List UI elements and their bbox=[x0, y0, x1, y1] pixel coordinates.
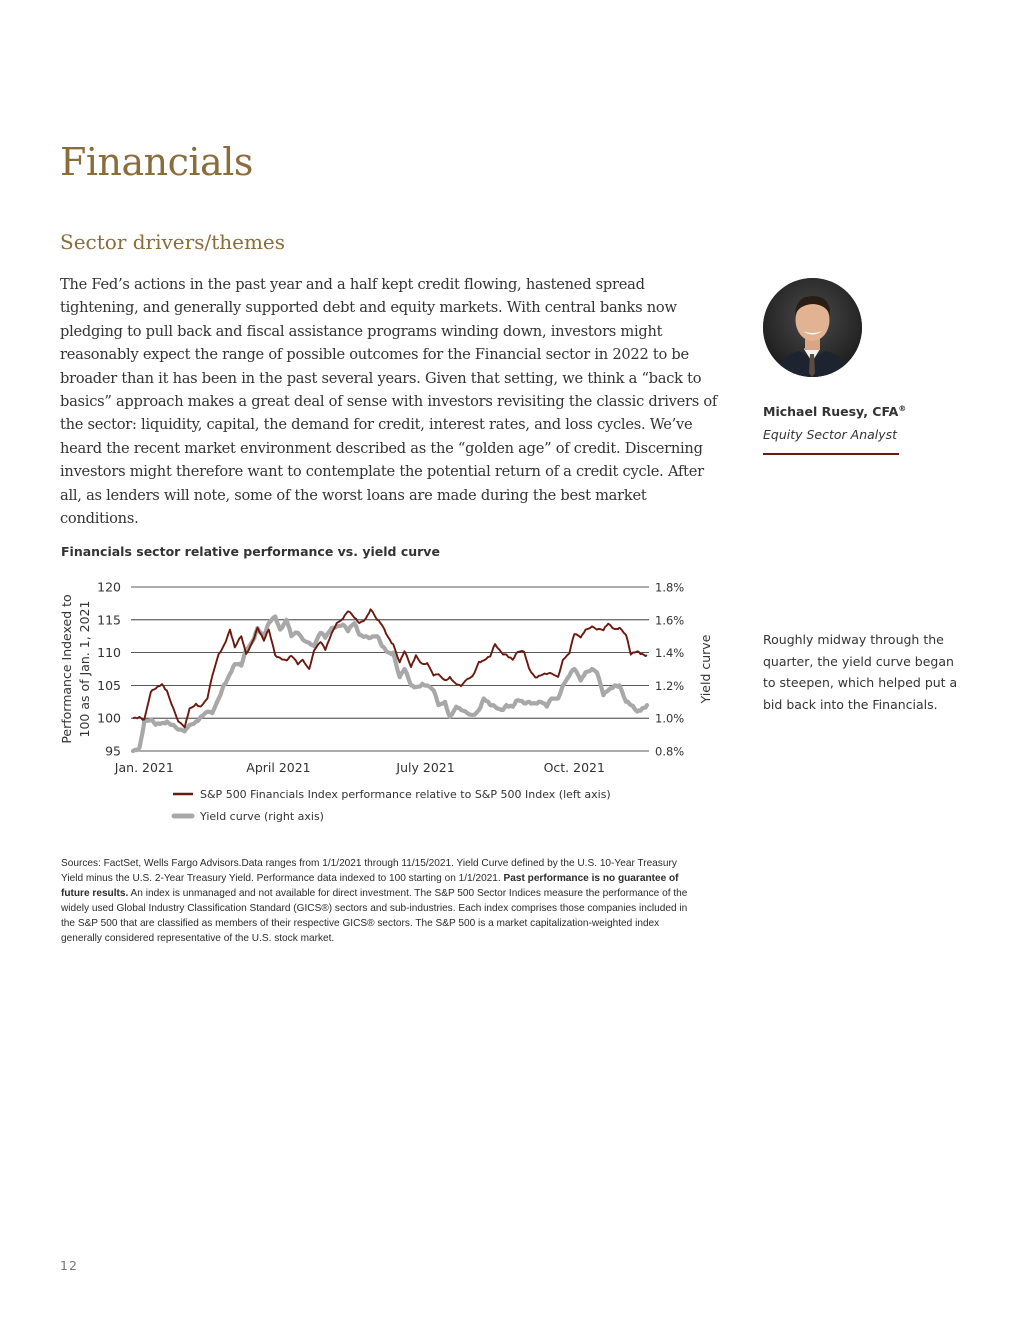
x-tick-label: Oct. 2021 bbox=[543, 760, 605, 775]
side-note: Roughly midway through the quarter, the yield curve began to steepen, which helped put a bid back into the Financials. bbox=[763, 632, 958, 713]
body-paragraph: The Fed’s actions in the past year and a half kept credit flowing, hastened spread tightening, and generally supported debt and equity markets. With central banks now pledging to pull back and fiscal assistance programs winding down, investors might reasonably expect the range of possible outcomes for the Financial sector in 2022 to be broader than it has been in the past several years. Given that setting, we think a “back to basics” approach makes a great deal of sense with investors revisiting the classic drivers of the sector: liquidity, capital, the demand for credit, interest rates, and loss cycles. We’ve heard the recent market environment described as the “golden age” of credit. Discerning investors might therefore want to contemplate the potential return of a credit cycle. After all, as lenders will note, some of the worst loans are made during the best market conditions. bbox=[60, 276, 718, 528]
y-axis-label-right: Yield curve bbox=[698, 634, 713, 704]
author-role: Equity Sector Analyst bbox=[763, 427, 898, 442]
x-tick-label: July 2021 bbox=[396, 760, 455, 775]
person-photo-icon bbox=[763, 278, 862, 377]
financials-relative-line bbox=[133, 609, 647, 727]
page-title: Financials bbox=[60, 140, 253, 184]
y-tick-right: 1.2% bbox=[655, 678, 685, 693]
author-photo bbox=[763, 278, 862, 377]
chart-title: Financials sector relative performance vs. yield curve bbox=[61, 544, 440, 559]
legend-label-financials: S&P 500 Financials Index performance relative to S&P 500 Index (left axis) bbox=[200, 788, 611, 801]
sources-footnote: Sources: FactSet, Wells Fargo Advisors.Data ranges from 1/1/2021 through 11/15/2021. Yield Curve defined by the U.S. 10-Year Treasury Yield minus the U.S. 2-Year Treasury Yield. Performance data indexed to 100 starting on 1/1/2021. Past performance is no guarantee of future results. An index is unmanaged and not available for direct investment. The S&P 500 Sector Indices measure the performance of the widely used Global Industry Classification Standard (GICS®) sectors and sub-industries. Each index comprises those companies included in the S&P 500 that are classified as members of their respective GICS® sectors. The S&P 500 is a market capitalization-weighted index generally considered representative of the U.S. stock market. bbox=[61, 858, 688, 945]
y-tick-left: 95 bbox=[105, 743, 121, 759]
page-number: 12 bbox=[60, 1258, 78, 1273]
author-name: Michael Ruesy, CFA® bbox=[763, 404, 907, 420]
y-tick-right: 1.0% bbox=[655, 711, 685, 726]
y-tick-right: 1.4% bbox=[655, 646, 685, 661]
y-tick-left: 110 bbox=[97, 645, 121, 661]
y-tick-right: 1.8% bbox=[655, 580, 685, 595]
y-axis-label-left: 100 as of Jan. 1, 2021 bbox=[77, 600, 92, 738]
author-divider bbox=[763, 453, 899, 455]
y-tick-left: 115 bbox=[97, 612, 121, 628]
y-tick-right: 1.6% bbox=[655, 613, 685, 628]
legend-label-yield: Yield curve (right axis) bbox=[200, 810, 324, 823]
x-tick-label: April 2021 bbox=[246, 760, 311, 775]
y-tick-left: 100 bbox=[97, 710, 121, 726]
y-tick-left: 120 bbox=[97, 579, 121, 595]
y-tick-left: 105 bbox=[97, 677, 121, 693]
y-axis-label-left: Performance Indexed to bbox=[59, 594, 74, 744]
y-tick-right: 0.8% bbox=[655, 744, 685, 759]
x-tick-label: Jan. 2021 bbox=[114, 760, 174, 775]
section-subtitle: Sector drivers/themes bbox=[60, 230, 286, 254]
financials-chart bbox=[55, 572, 720, 837]
